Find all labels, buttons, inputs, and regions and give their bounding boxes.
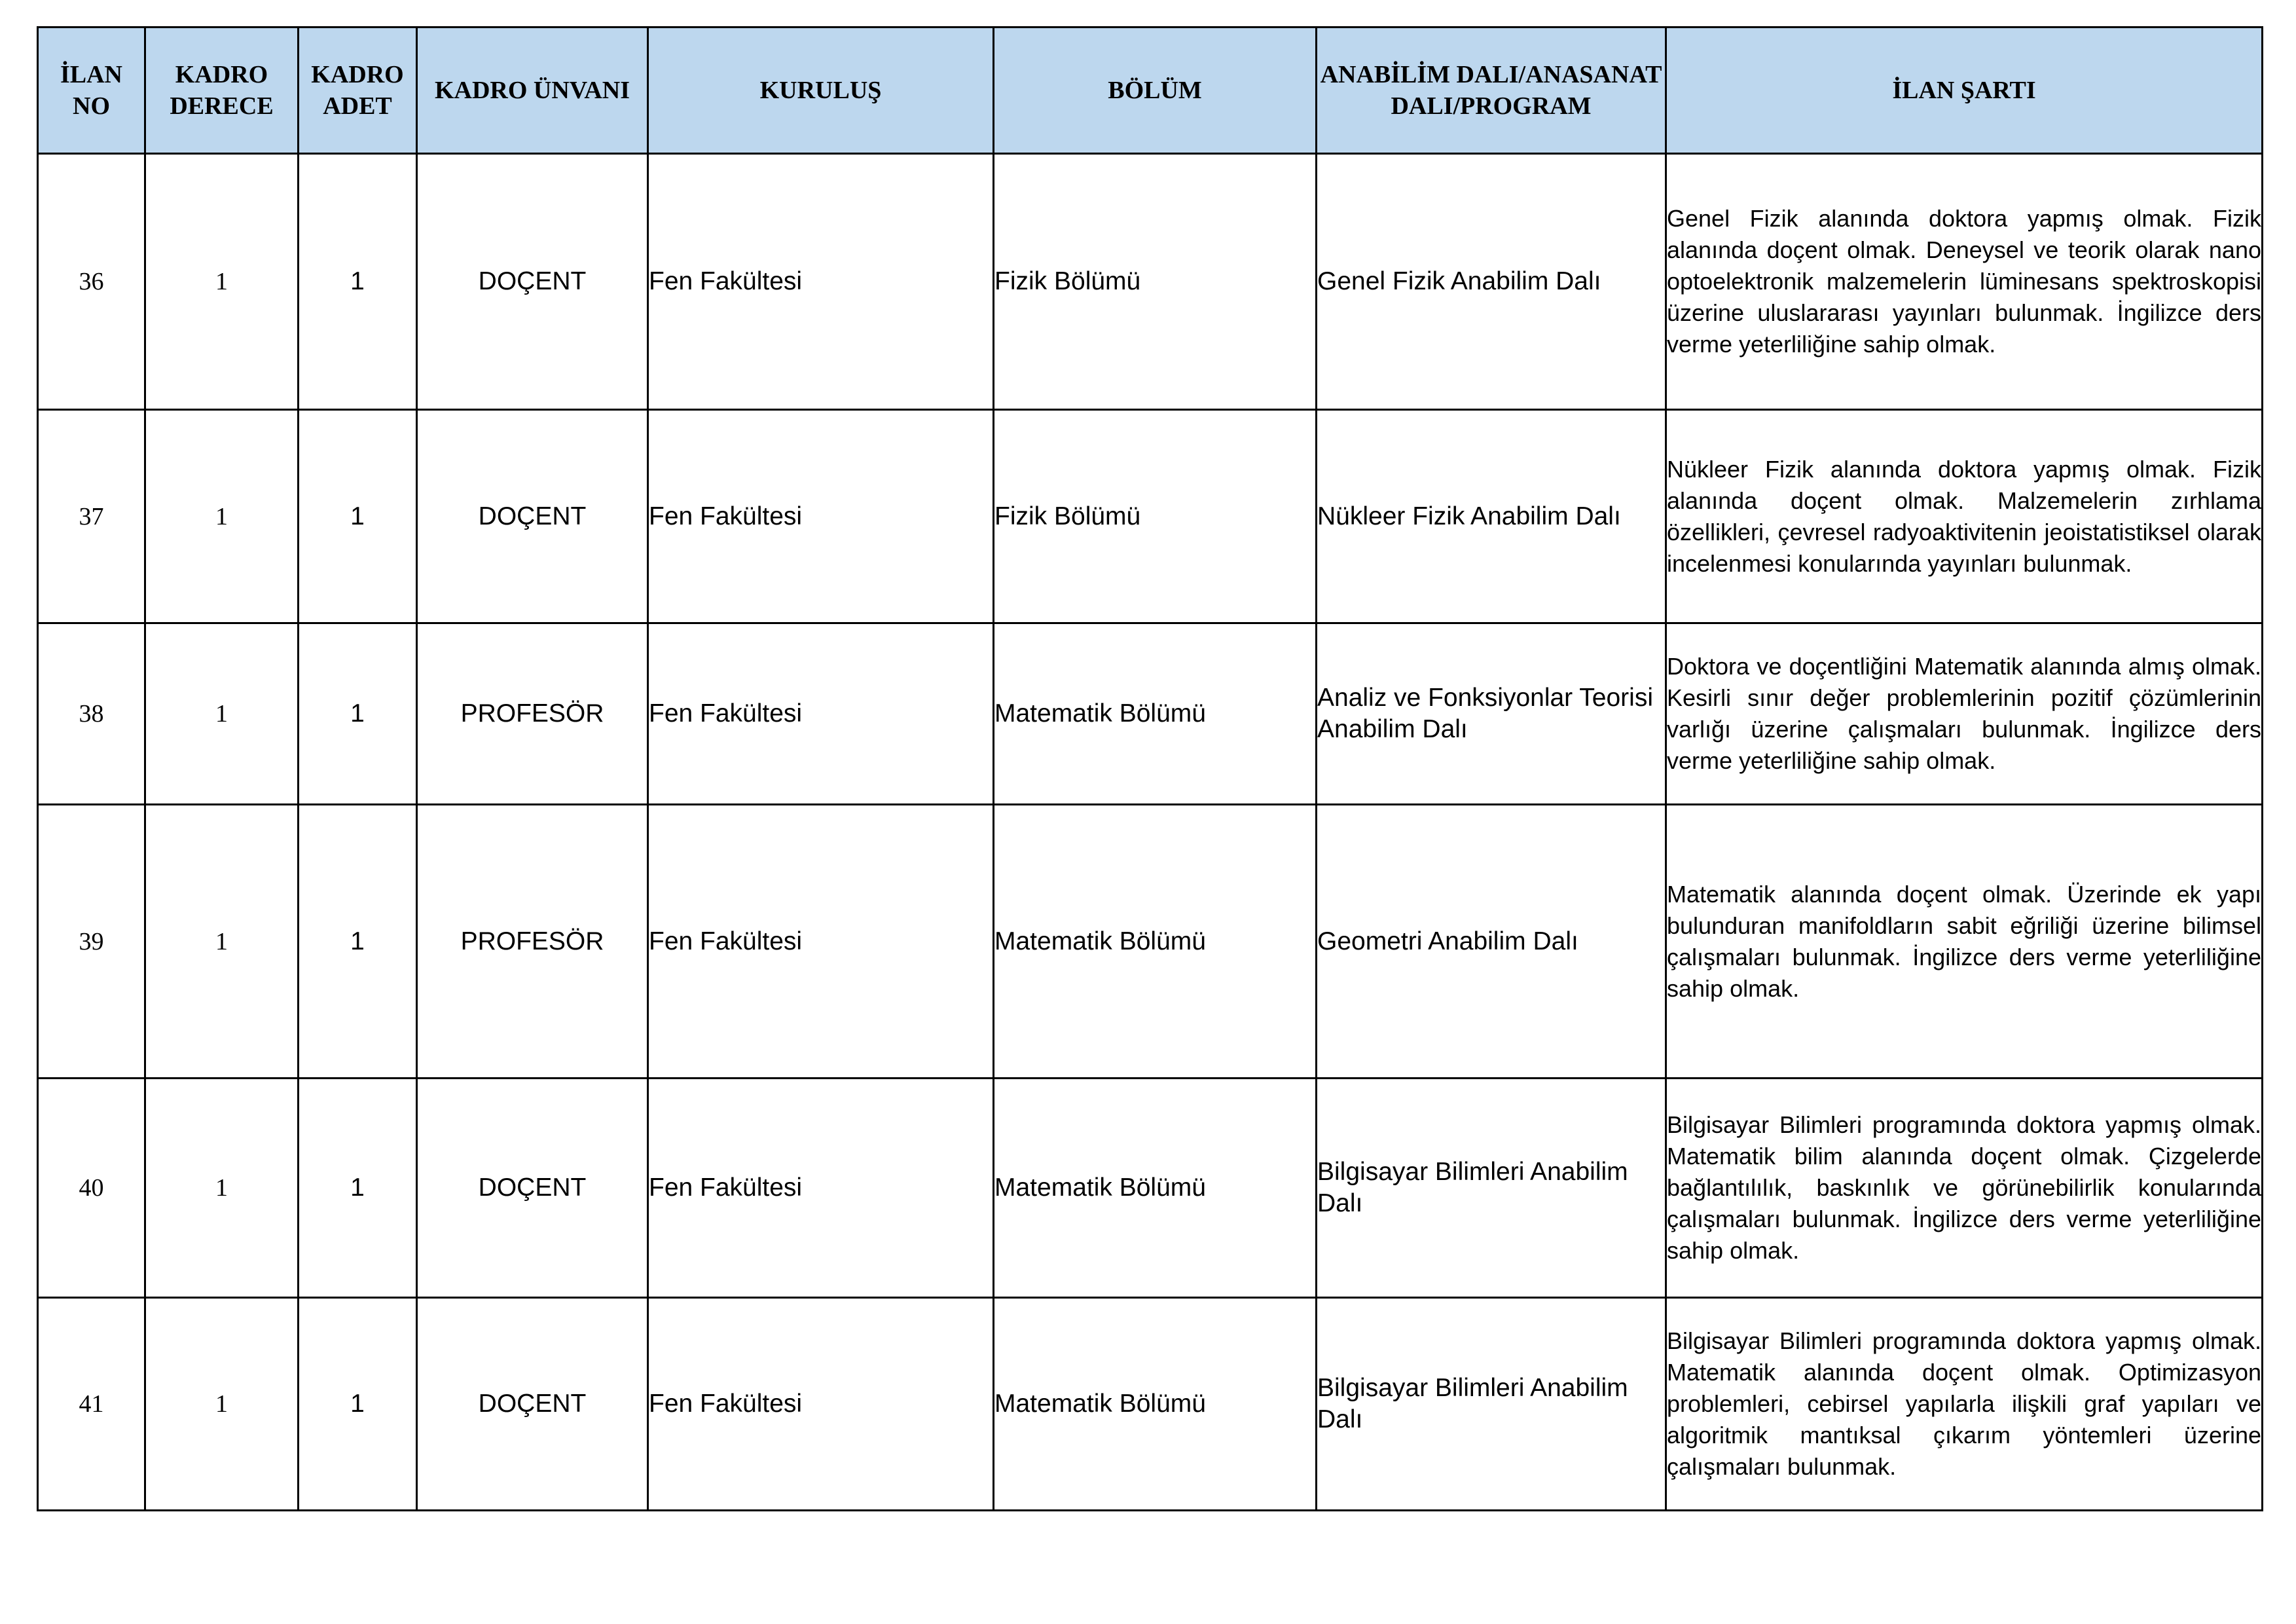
table-row bbox=[38, 154, 2263, 410]
cell-kadro-adet: 1 bbox=[299, 1079, 417, 1298]
cell-kadro-unvani: DOÇENT bbox=[417, 1298, 648, 1511]
cell-kadro-unvani: PROFESÖR bbox=[417, 623, 648, 805]
table-row bbox=[38, 410, 2263, 623]
cell-bolum: Matematik Bölümü bbox=[994, 805, 1317, 1079]
header-ilan-sarti: İLAN ŞARTI bbox=[1666, 28, 2263, 154]
cell-kadro-derece: 1 bbox=[145, 154, 299, 410]
cell-kurulus: Fen Fakültesi bbox=[648, 1298, 994, 1511]
table-row bbox=[38, 623, 2263, 805]
cell-bolum: Matematik Bölümü bbox=[994, 623, 1317, 805]
cell-ilan-no: 41 bbox=[38, 1298, 145, 1511]
cell-bolum: Fizik Bölümü bbox=[994, 154, 1317, 410]
job-listing-table bbox=[37, 26, 2263, 1511]
header-kadro-adet: KADRO ADET bbox=[299, 28, 417, 154]
header-row bbox=[38, 28, 2263, 154]
cell-kadro-derece: 1 bbox=[145, 410, 299, 623]
cell-kurulus: Fen Fakültesi bbox=[648, 623, 994, 805]
header-kadro-derece: KADRO DERECE bbox=[145, 28, 299, 154]
table-row bbox=[38, 1079, 2263, 1298]
cell-kadro-adet: 1 bbox=[299, 623, 417, 805]
cell-kadro-adet: 1 bbox=[299, 1298, 417, 1511]
cell-bolum: Matematik Bölümü bbox=[994, 1079, 1317, 1298]
cell-ilan-no: 39 bbox=[38, 805, 145, 1079]
cell-kadro-derece: 1 bbox=[145, 1079, 299, 1298]
cell-anabilim: Genel Fizik Anabilim Dalı bbox=[1317, 154, 1666, 410]
cell-ilan-sarti: Matematik alanında doçent olmak. Üzerinde ek yapı bulunduran manifoldların sabit eğriliği üzerine bilimsel çalışmaları bulunmak. İngilizce ders verme yeterliliğine sahip olmak. bbox=[1666, 805, 2263, 1079]
header-anabilim: ANABİLİM DALI/ANASANAT DALI/PROGRAM bbox=[1317, 28, 1666, 154]
cell-kadro-adet: 1 bbox=[299, 805, 417, 1079]
header-ilan-no: İLAN NO bbox=[38, 28, 145, 154]
cell-ilan-no: 38 bbox=[38, 623, 145, 805]
cell-kadro-unvani: PROFESÖR bbox=[417, 805, 648, 1079]
table-row bbox=[38, 805, 2263, 1079]
header-kurulus: KURULUŞ bbox=[648, 28, 994, 154]
cell-ilan-sarti: Bilgisayar Bilimleri programında doktora yapmış olmak. Matematik alanında doçent olmak. Optimizasyon problemleri, cebirsel yapılarla ilişkili graf yapıları ve algoritmik mantıksal çıkarım yöntemleri üzerine çalışmaları bulunmak. bbox=[1666, 1298, 2263, 1511]
header-kadro-unvani: KADRO ÜNVANI bbox=[417, 28, 648, 154]
cell-kadro-adet: 1 bbox=[299, 410, 417, 623]
cell-kadro-unvani: DOÇENT bbox=[417, 410, 648, 623]
cell-ilan-sarti: Doktora ve doçentliğini Matematik alanında almış olmak. Kesirli sınır değer problemlerinin pozitif çözümlerinin varlığı üzerine çalışmaları bulunmak. İngilizce ders verme yeterliliğine sahip olmak. bbox=[1666, 623, 2263, 805]
header-bolum: BÖLÜM bbox=[994, 28, 1317, 154]
cell-ilan-no: 36 bbox=[38, 154, 145, 410]
cell-ilan-sarti: Bilgisayar Bilimleri programında doktora yapmış olmak. Matematik bilim alanında doçent olmak. Çizgelerde bağlantılılık, baskınlık ve görünebilirlik konularında çalışmaları bulunmak. İngilizce ders verme yeterliliğine sahip olmak. bbox=[1666, 1079, 2263, 1298]
cell-kadro-derece: 1 bbox=[145, 1298, 299, 1511]
table-row bbox=[38, 1298, 2263, 1511]
cell-ilan-sarti: Nükleer Fizik alanında doktora yapmış olmak. Fizik alanında doçent olmak. Malzemelerin zırhlama özellikleri, çevresel radyoaktivitenin jeoistatistiksel olarak incelenmesi konularında yayınları bulunmak. bbox=[1666, 410, 2263, 623]
cell-bolum: Fizik Bölümü bbox=[994, 410, 1317, 623]
cell-ilan-sarti: Genel Fizik alanında doktora yapmış olmak. Fizik alanında doçent olmak. Deneysel ve teorik olarak nano optoelektronik malzemelerin lüminesans spektroskopisi üzerine uluslararası yayınları bulunmak. İngilizce ders verme yeterliliğine sahip olmak. bbox=[1666, 154, 2263, 410]
cell-kurulus: Fen Fakültesi bbox=[648, 1079, 994, 1298]
cell-kadro-derece: 1 bbox=[145, 623, 299, 805]
cell-ilan-no: 40 bbox=[38, 1079, 145, 1298]
cell-kurulus: Fen Fakültesi bbox=[648, 805, 994, 1079]
cell-kurulus: Fen Fakültesi bbox=[648, 410, 994, 623]
cell-bolum: Matematik Bölümü bbox=[994, 1298, 1317, 1511]
cell-ilan-no: 37 bbox=[38, 410, 145, 623]
cell-anabilim: Bilgisayar Bilimleri Anabilim Dalı bbox=[1317, 1298, 1666, 1511]
cell-kadro-adet: 1 bbox=[299, 154, 417, 410]
cell-anabilim: Geometri Anabilim Dalı bbox=[1317, 805, 1666, 1079]
cell-kadro-unvani: DOÇENT bbox=[417, 154, 648, 410]
cell-kurulus: Fen Fakültesi bbox=[648, 154, 994, 410]
cell-kadro-unvani: DOÇENT bbox=[417, 1079, 648, 1298]
cell-anabilim: Bilgisayar Bilimleri Anabilim Dalı bbox=[1317, 1079, 1666, 1298]
cell-kadro-derece: 1 bbox=[145, 805, 299, 1079]
cell-anabilim: Nükleer Fizik Anabilim Dalı bbox=[1317, 410, 1666, 623]
cell-anabilim: Analiz ve Fonksiyonlar Teorisi Anabilim Dalı bbox=[1317, 623, 1666, 805]
